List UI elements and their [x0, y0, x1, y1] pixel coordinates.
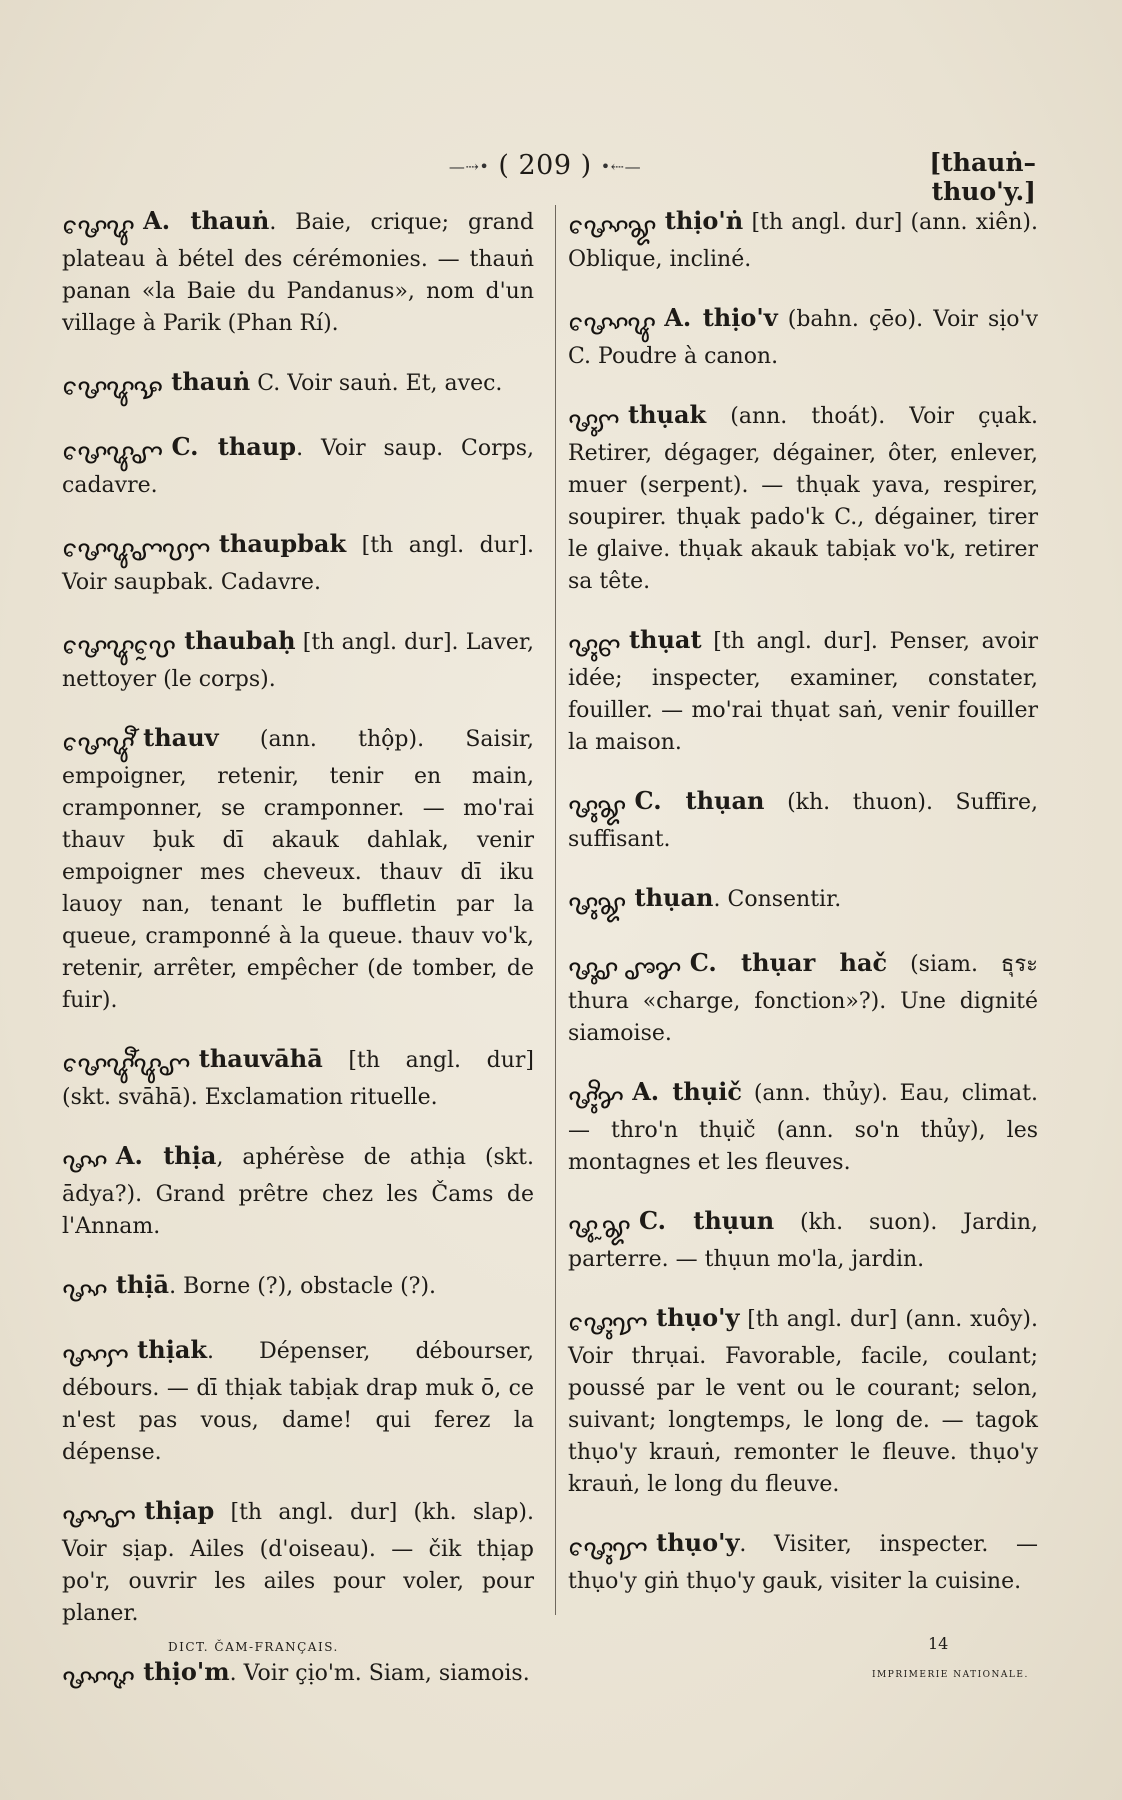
cham-script-glyph: ꨔꨳ	[62, 1275, 106, 1308]
definition: [th angl. dur]. Laver, nettoyer (le corps).	[62, 630, 534, 692]
dictionary-entry	[62, 1656, 534, 1695]
cham-script-glyph: ꨔꨳꨯꨥ	[568, 308, 655, 341]
definition: [th angl. dur] (kh. slap). Voir sịap. Ailes (d'oiseau). — čik thịap po'r, ouvrir les ailes pour voler, pour planer.	[62, 1500, 534, 1626]
dictionary-entry	[62, 1495, 534, 1630]
cham-script-glyph: ꨔꨯꨥꨊ	[62, 372, 162, 405]
left-ornament: —⇢•	[448, 157, 490, 176]
cham-script-glyph: ꨔꨶꨓ	[568, 630, 619, 663]
headword: thụat	[628, 625, 702, 654]
cham-script-glyph: ꨔꨯꨥꨚ	[62, 437, 162, 470]
column-divider	[555, 205, 556, 1615]
cham-script-glyph: ꨔꨳꨆ	[62, 1340, 128, 1373]
dictionary-entry	[568, 1076, 1038, 1179]
left-column	[62, 205, 534, 1721]
headword: A. thauṅ	[143, 206, 270, 235]
dictionary-entry	[568, 1205, 1038, 1276]
definition: . Baie, crique; grand plateau à bétel des cérémonies. — thauṅ panan «la Baie du Pandanus», nom d'un village à Parik (Phan Rí).	[62, 210, 534, 336]
dictionary-entry	[568, 205, 1038, 276]
definition: . Visiter, inspecter. — thụo'y giṅ thụo'y gauk, visiter la cuisine.	[568, 1532, 1038, 1594]
cham-script-glyph: ꨔꨶꨘ	[568, 888, 625, 921]
headword: thụak	[627, 400, 707, 429]
headword: thịā	[115, 1270, 170, 1299]
cham-script-glyph: ꨔꨶꨪꨌ	[568, 1082, 623, 1115]
definition: [th angl. dur] (ann. xiên). Oblique, incliné.	[568, 210, 1038, 272]
dictionary-entry	[568, 1527, 1038, 1598]
page-number-header	[440, 150, 650, 181]
cham-script-glyph: ꨔꨯꨥꨝꨰ	[62, 631, 175, 664]
dictionary-entry	[568, 785, 1038, 856]
definition: (bahn. çēo). Voir sịo'v C. Poudre à canon.	[568, 307, 1038, 369]
definition: . Voir saup. Corps, cadavre.	[62, 436, 534, 498]
definition: (kh. thuon). Suffire, suffisant.	[568, 790, 1038, 852]
cham-script-glyph: ꨔꨳꨚ	[62, 1501, 135, 1534]
dictionary-entry	[62, 722, 534, 1017]
running-head: [thauṅ–thuo'y.]	[929, 148, 1036, 206]
headword: A. thịo'v	[664, 303, 778, 332]
definition: . Consentir.	[713, 887, 842, 912]
dictionary-entry	[568, 1302, 1038, 1501]
cham-script-glyph: ꨔꨶꨯꨢ	[568, 1533, 647, 1566]
headword: thụo'y	[656, 1303, 740, 1332]
headword: thịo'ṅ	[664, 206, 744, 235]
dictionary-entry	[62, 1043, 534, 1114]
headword: C. thụan	[634, 786, 765, 815]
definition: (ann. thộp). Saisir, empoigner, retenir, tenir en main, cramponner, se cramponner. — mo'rai thauv ḅuk dī akauk dahlak, venir empoigner mes cheveux. thauv dī iku lauoy nan, tenant le buffletin par la queue, cramponné à la queue. thauv vo'k, retenir, arrêter, empêcher (de tomber, de fuir).	[62, 727, 534, 1013]
definition: [th angl. dur]. Voir saupbak. Cadavre.	[62, 533, 534, 595]
headword: thịap	[144, 1496, 215, 1525]
footer-title: DICT. ČAM-FRANÇAIS.	[168, 1640, 339, 1654]
cham-script-glyph: ꨔꨳ	[62, 1146, 106, 1179]
headword: C. thaup	[171, 432, 297, 461]
cham-script-glyph: ꨔꨶꨣ ꨨꨌ	[568, 953, 680, 986]
right-column	[568, 205, 1038, 1624]
cham-script-glyph: ꨔꨳꨟ	[62, 1662, 134, 1695]
headword: thịo'm	[143, 1657, 230, 1686]
headword: thaupbak	[218, 529, 347, 558]
cham-script-glyph: ꨔꨯꨥꨬ	[62, 728, 134, 761]
cham-script-glyph: ꨔꨯꨥꨬꨥꨚ	[62, 1049, 189, 1082]
dictionary-entry	[568, 399, 1038, 598]
definition: [th angl. dur] (skt. svāhā). Exclamation rituelle.	[62, 1048, 534, 1110]
dictionary-entry	[568, 947, 1038, 1050]
headword: thaubaḥ	[184, 626, 296, 655]
dictionary-entry	[62, 1334, 534, 1469]
definition: [th angl. dur] (ann. xuôy). Voir thrụai. Favorable, facile, coulant; poussé par le vent ou le courant; selon, suivant; longtemps, le long de. — tagok thụo'y krauṅ, remonter le fleuve. thụo'y krauṅ, le long du fleuve.	[568, 1307, 1038, 1497]
definition: C. Voir sauṅ. Et, avec.	[250, 371, 503, 396]
dictionary-entry	[568, 624, 1038, 759]
headword: thụan	[634, 883, 714, 912]
printer-imprint: IMPRIMERIE NATIONALE.	[872, 1670, 1029, 1680]
cham-script-glyph: ꨔꨶꨯꨢ	[568, 1308, 647, 1341]
definition: (siam. ธุระ thura «charge, fonction»?). Une dignité siamoise.	[568, 952, 1038, 1046]
headword: A. thụič	[632, 1077, 743, 1106]
headword: thụo'y	[656, 1528, 740, 1557]
definition: . Dépenser, débourser, débours. — dī thịak tabịak drap muk ō, ce n'est pas vous, dame! qui ferez la dépense.	[62, 1339, 534, 1465]
dictionary-entry	[568, 882, 1038, 921]
headword: thauṅ	[171, 367, 251, 396]
headword: thauv	[143, 723, 219, 752]
definition: (ann. thoát). Voir çụak. Retirer, dégager, dégainer, ôter, enlever, muer (serpent). — thụak yava, respirer, soupirer. thụak pado'k C., dégainer, tirer le glaive. thụak akauk tabịak vo'k, retirer sa tête.	[568, 404, 1038, 594]
headword: C. thụun	[639, 1206, 775, 1235]
cham-script-glyph: ꨔꨳꨯꨘ	[568, 211, 655, 244]
headword: thịak	[137, 1335, 208, 1364]
dictionary-entry	[62, 528, 534, 599]
headword: thauvāhā	[198, 1044, 323, 1073]
cham-script-glyph: ꨔꨯꨥꨚꨝꨆ	[62, 534, 209, 567]
cham-script-glyph: ꨔꨶꨭꨘ	[568, 1211, 629, 1244]
dictionary-entry	[62, 431, 534, 502]
headword: A. thịa	[115, 1141, 217, 1170]
dictionary-entry	[62, 366, 534, 405]
definition: . Borne (?), obstacle (?).	[169, 1274, 437, 1299]
cham-script-glyph: ꨔꨯꨥ	[62, 211, 134, 244]
definition: [th angl. dur]. Penser, avoir idée; inspecter, examiner, constater, fouiller. — mo'rai thụat saṅ, venir fouiller la maison.	[568, 629, 1038, 755]
dictionary-entry	[62, 205, 534, 340]
definition: , aphérèse de athịa (skt. ādya?). Grand prêtre chez les Čams de l'Annam.	[62, 1145, 534, 1239]
dictionary-entry	[62, 1269, 534, 1308]
definition: (ann. thủy). Eau, climat. — thro'n thụič (ann. so'n thủy), les montagnes et les fleuves.	[568, 1081, 1039, 1175]
signature-mark: 14	[928, 1634, 949, 1653]
cham-script-glyph: ꨔꨶꨆ	[568, 405, 618, 438]
page-number: ( 209 )	[498, 150, 592, 181]
cham-script-glyph: ꨔꨶꨘ	[568, 791, 625, 824]
dictionary-entry	[62, 625, 534, 696]
definition: . Voir çịo'm. Siam, siamois.	[229, 1661, 530, 1686]
headword: C. thụar hač	[689, 948, 888, 977]
right-ornament: •⇠—	[600, 157, 642, 176]
dictionary-entry	[568, 302, 1038, 373]
dictionary-entry	[62, 1140, 534, 1243]
definition: (kh. suon). Jardin, parterre. — thụun mo'la, jardin.	[568, 1210, 1038, 1272]
